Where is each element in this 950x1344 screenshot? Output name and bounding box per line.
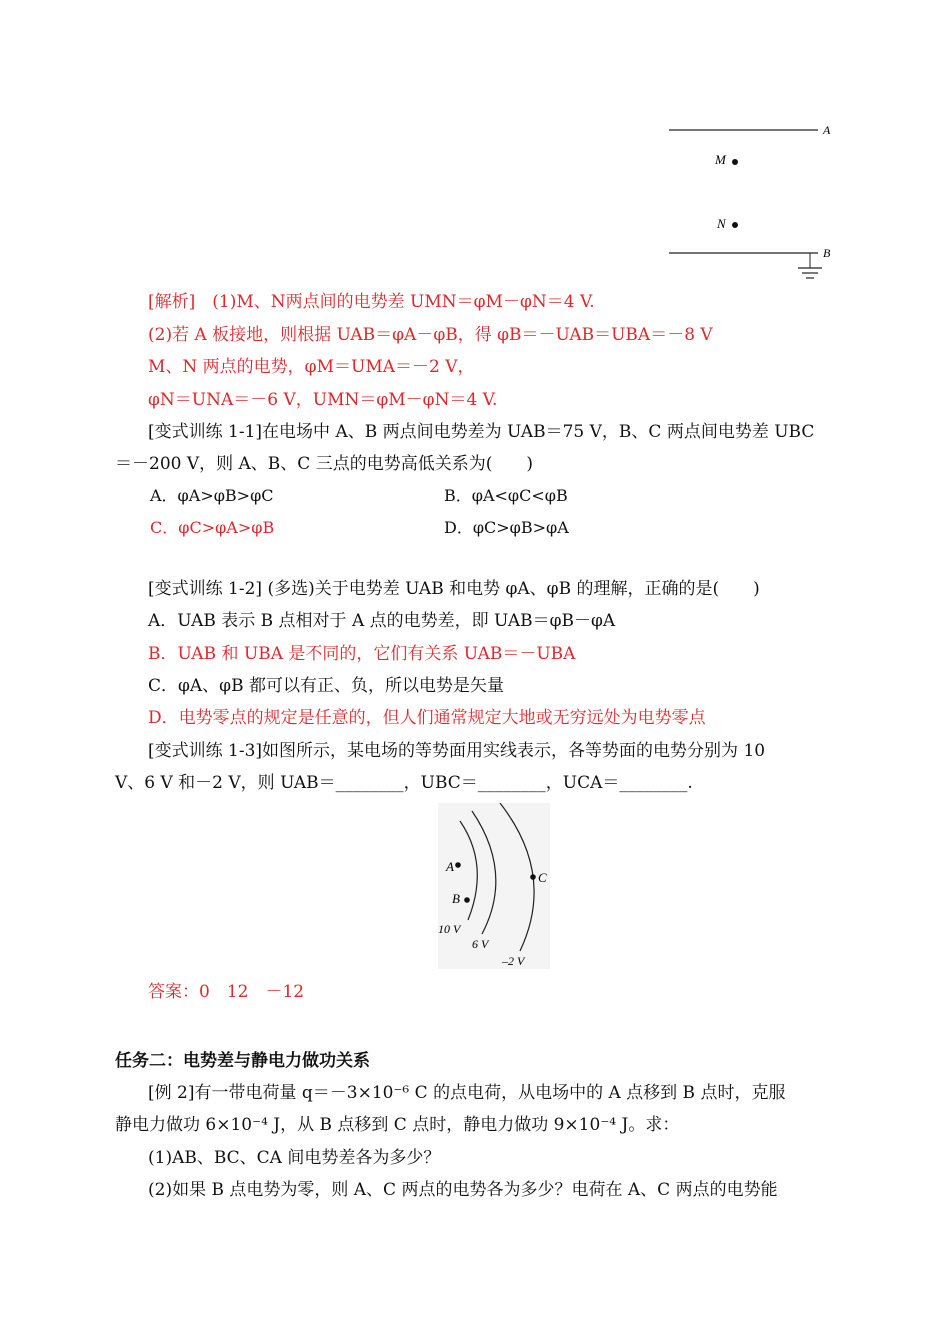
solution-line-1: [解析] (1)M、N两点间的电势差 UMN＝φM－φN＝4 V.: [148, 292, 595, 312]
exercise-1-2-option-a: A．UAB 表示 B 点相对于 A 点的电势差，即 UAB＝φB－φA: [148, 611, 616, 631]
exercise-1-1-option-a: A．φA>φB>φC: [150, 486, 274, 505]
exercise-1-2-option-b: B．UAB 和 UBA 是不同的，它们有关系 UAB＝－UBA: [148, 644, 576, 664]
exercise-1-1-question-cont: ＝－200 V，则 A、B、C 三点的电势高低关系为( ): [115, 454, 533, 474]
exercise-1-2-option-d: D．电势零点的规定是任意的，但人们通常规定大地或无穷远处为电势零点: [148, 708, 706, 728]
label-neg2v: –2 V: [502, 954, 525, 968]
label-6v: 6 V: [472, 937, 489, 951]
task2-title: 任务二：电势差与静电力做功关系: [115, 1051, 370, 1071]
point-b: [464, 897, 470, 903]
example-2-line-2: 静电力做功 6×10⁻⁴ J，从 B 点移到 C 点时，静电力做功 9×10⁻⁴ J。求：: [115, 1115, 680, 1135]
exercise-1-3-answer: 答案：0 12 －12: [148, 982, 305, 1002]
label-a: A: [446, 859, 454, 874]
exercise-1-2-question: [变式训练 1-2] (多选)关于电势差 UAB 和电势 φA、φB 的理解，正确的是( ): [148, 579, 760, 599]
label-m: M: [715, 152, 726, 167]
point-a: [455, 862, 461, 868]
solution-line-3: M、N 两点的电势，φM＝UMA＝－2 V，: [148, 357, 475, 377]
label-n: N: [717, 216, 726, 231]
exercise-1-1-option-d: D．φC>φB>φA: [444, 518, 569, 537]
parallel-plates-figure: [665, 118, 845, 288]
label-c: C: [538, 870, 547, 885]
point-c: [530, 874, 536, 880]
example-2-line-1: [例 2]有一带电荷量 q＝－3×10⁻⁶ C 的点电荷，从电场中的 A 点移到 B 点时，克服: [148, 1083, 786, 1103]
exercise-1-2-option-c: C．φA、φB 都可以有正、负，所以电势是矢量: [148, 676, 504, 696]
exercise-1-1-option-c: C．φC>φA>φB: [150, 518, 275, 537]
point-n: [732, 222, 738, 228]
example-2-question-1: (1)AB、BC、CA 间电势差各为多少？: [148, 1148, 441, 1168]
label-b: B: [452, 891, 460, 906]
exercise-1-3-question-cont: V、6 V 和－2 V，则 UAB＝________，UBC＝________，UCA＝________.: [115, 773, 693, 793]
exercise-1-3-question: [变式训练 1-3]如图所示，某电场的等势面用实线表示，各等势面的电势分别为 10: [148, 741, 766, 761]
solution-line-2: (2)若 A 板接地，则根据 UAB＝φA－φB，得 φB＝－UAB＝UBA＝－8 V: [148, 325, 713, 345]
exercise-1-1-option-b: B．φA<φC<φB: [444, 486, 568, 505]
solution-line-4: φN＝UNA＝－6 V，UMN＝φM－φN＝4 V.: [148, 390, 498, 410]
label-a: A: [823, 123, 831, 137]
example-2-question-2: (2)如果 B 点电势为零，则 A、C 两点的电势各为多少？电荷在 A、C 两点的电势能: [148, 1180, 778, 1200]
label-10v: 10 V: [438, 922, 461, 936]
point-m: [732, 159, 738, 165]
exercise-1-1-question: [变式训练 1-1]在电场中 A、B 两点间电势差为 UAB＝75 V，B、C 两点间电势差 UBC: [148, 422, 815, 442]
equipotential-figure: [438, 803, 550, 969]
label-b: B: [823, 246, 831, 260]
